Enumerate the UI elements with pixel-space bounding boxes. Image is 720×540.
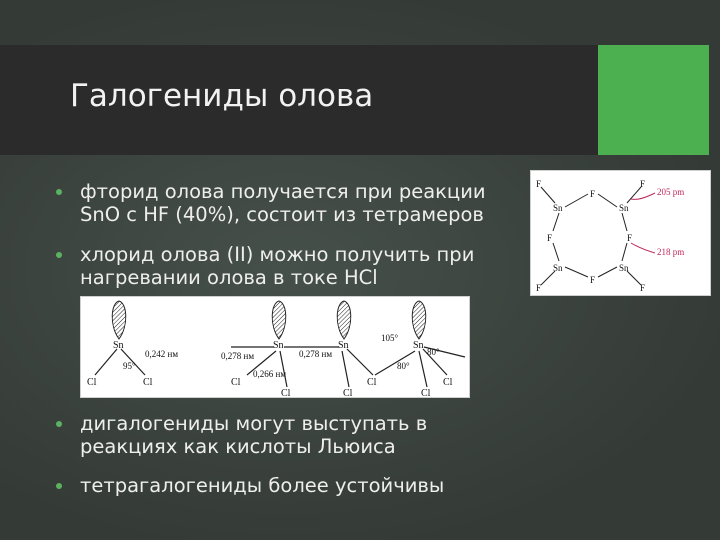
atom-label: F <box>590 189 596 199</box>
distance-label: 205 pm <box>657 187 685 197</box>
atom-label: Cl <box>343 388 353 397</box>
bond-length-label: 0,278 нм <box>221 351 255 361</box>
bullet-item <box>63 474 523 497</box>
atom-label: F <box>590 275 596 285</box>
atom-label: F <box>536 283 542 293</box>
atom-label: Cl <box>281 388 291 397</box>
atom-label: F <box>536 179 542 189</box>
bullet-line: реакциях как кислоты Льюиса <box>80 435 396 458</box>
bullet-line: SnO с HF (40%), состоит из тетрамеров <box>80 203 484 226</box>
bullet-icon <box>56 483 62 489</box>
atom-label: F <box>547 233 553 243</box>
slide-title: Галогениды олова <box>70 78 374 114</box>
angle-label: 105° <box>381 333 399 343</box>
bullet-line: тетрагалогениды более устойчивы <box>80 474 445 497</box>
atom-label: Sn <box>413 340 424 351</box>
atom-label: Sn <box>338 340 349 351</box>
bullet-line: нагревании олова в токе HCl <box>80 266 378 289</box>
atom-label: Sn <box>553 263 563 273</box>
bullet-icon <box>56 252 62 258</box>
bond-length-label: 0,266 нм <box>253 369 287 379</box>
atom-label: Cl <box>367 377 377 388</box>
bullet-item <box>63 412 523 458</box>
chloride-figure <box>80 296 470 398</box>
bond-length-label: 0,278 нм <box>299 349 333 359</box>
angle-label: 80° <box>397 361 410 371</box>
atom-label: F <box>640 283 646 293</box>
atom-label: Sn <box>619 203 629 213</box>
tetramer-diagram <box>531 171 710 295</box>
bullet-icon <box>56 421 62 427</box>
bullet-icon <box>56 189 62 195</box>
bullet-item <box>63 243 523 289</box>
bullet-line: хлорид олова (II) можно получить при <box>80 243 475 266</box>
chloride-diagram <box>81 297 469 397</box>
tetramer-figure <box>530 170 711 296</box>
angle-label: 80° <box>427 347 440 357</box>
atom-label: F <box>640 179 646 189</box>
atom-label: Sn <box>113 340 124 351</box>
atom-label: F <box>627 233 633 243</box>
atom-label: Sn <box>553 203 563 213</box>
bullet-item <box>63 180 523 226</box>
atom-label: Cl <box>231 377 241 388</box>
atom-label: Cl <box>87 377 97 388</box>
atom-label: Sn <box>273 340 284 351</box>
bond-length-label: 0,242 нм <box>145 349 179 359</box>
atom-label: Sn <box>619 263 629 273</box>
atom-label: Cl <box>143 377 153 388</box>
atom-label: Cl <box>421 388 431 397</box>
atom-label: Cl <box>443 377 453 388</box>
bullet-line: дигалогениды могут выступать в <box>80 412 428 435</box>
distance-label: 218 pm <box>657 247 685 257</box>
accent-block <box>598 45 709 155</box>
angle-label: 95° <box>123 361 136 371</box>
bullet-line: фторид олова получается при реакции <box>80 180 486 203</box>
